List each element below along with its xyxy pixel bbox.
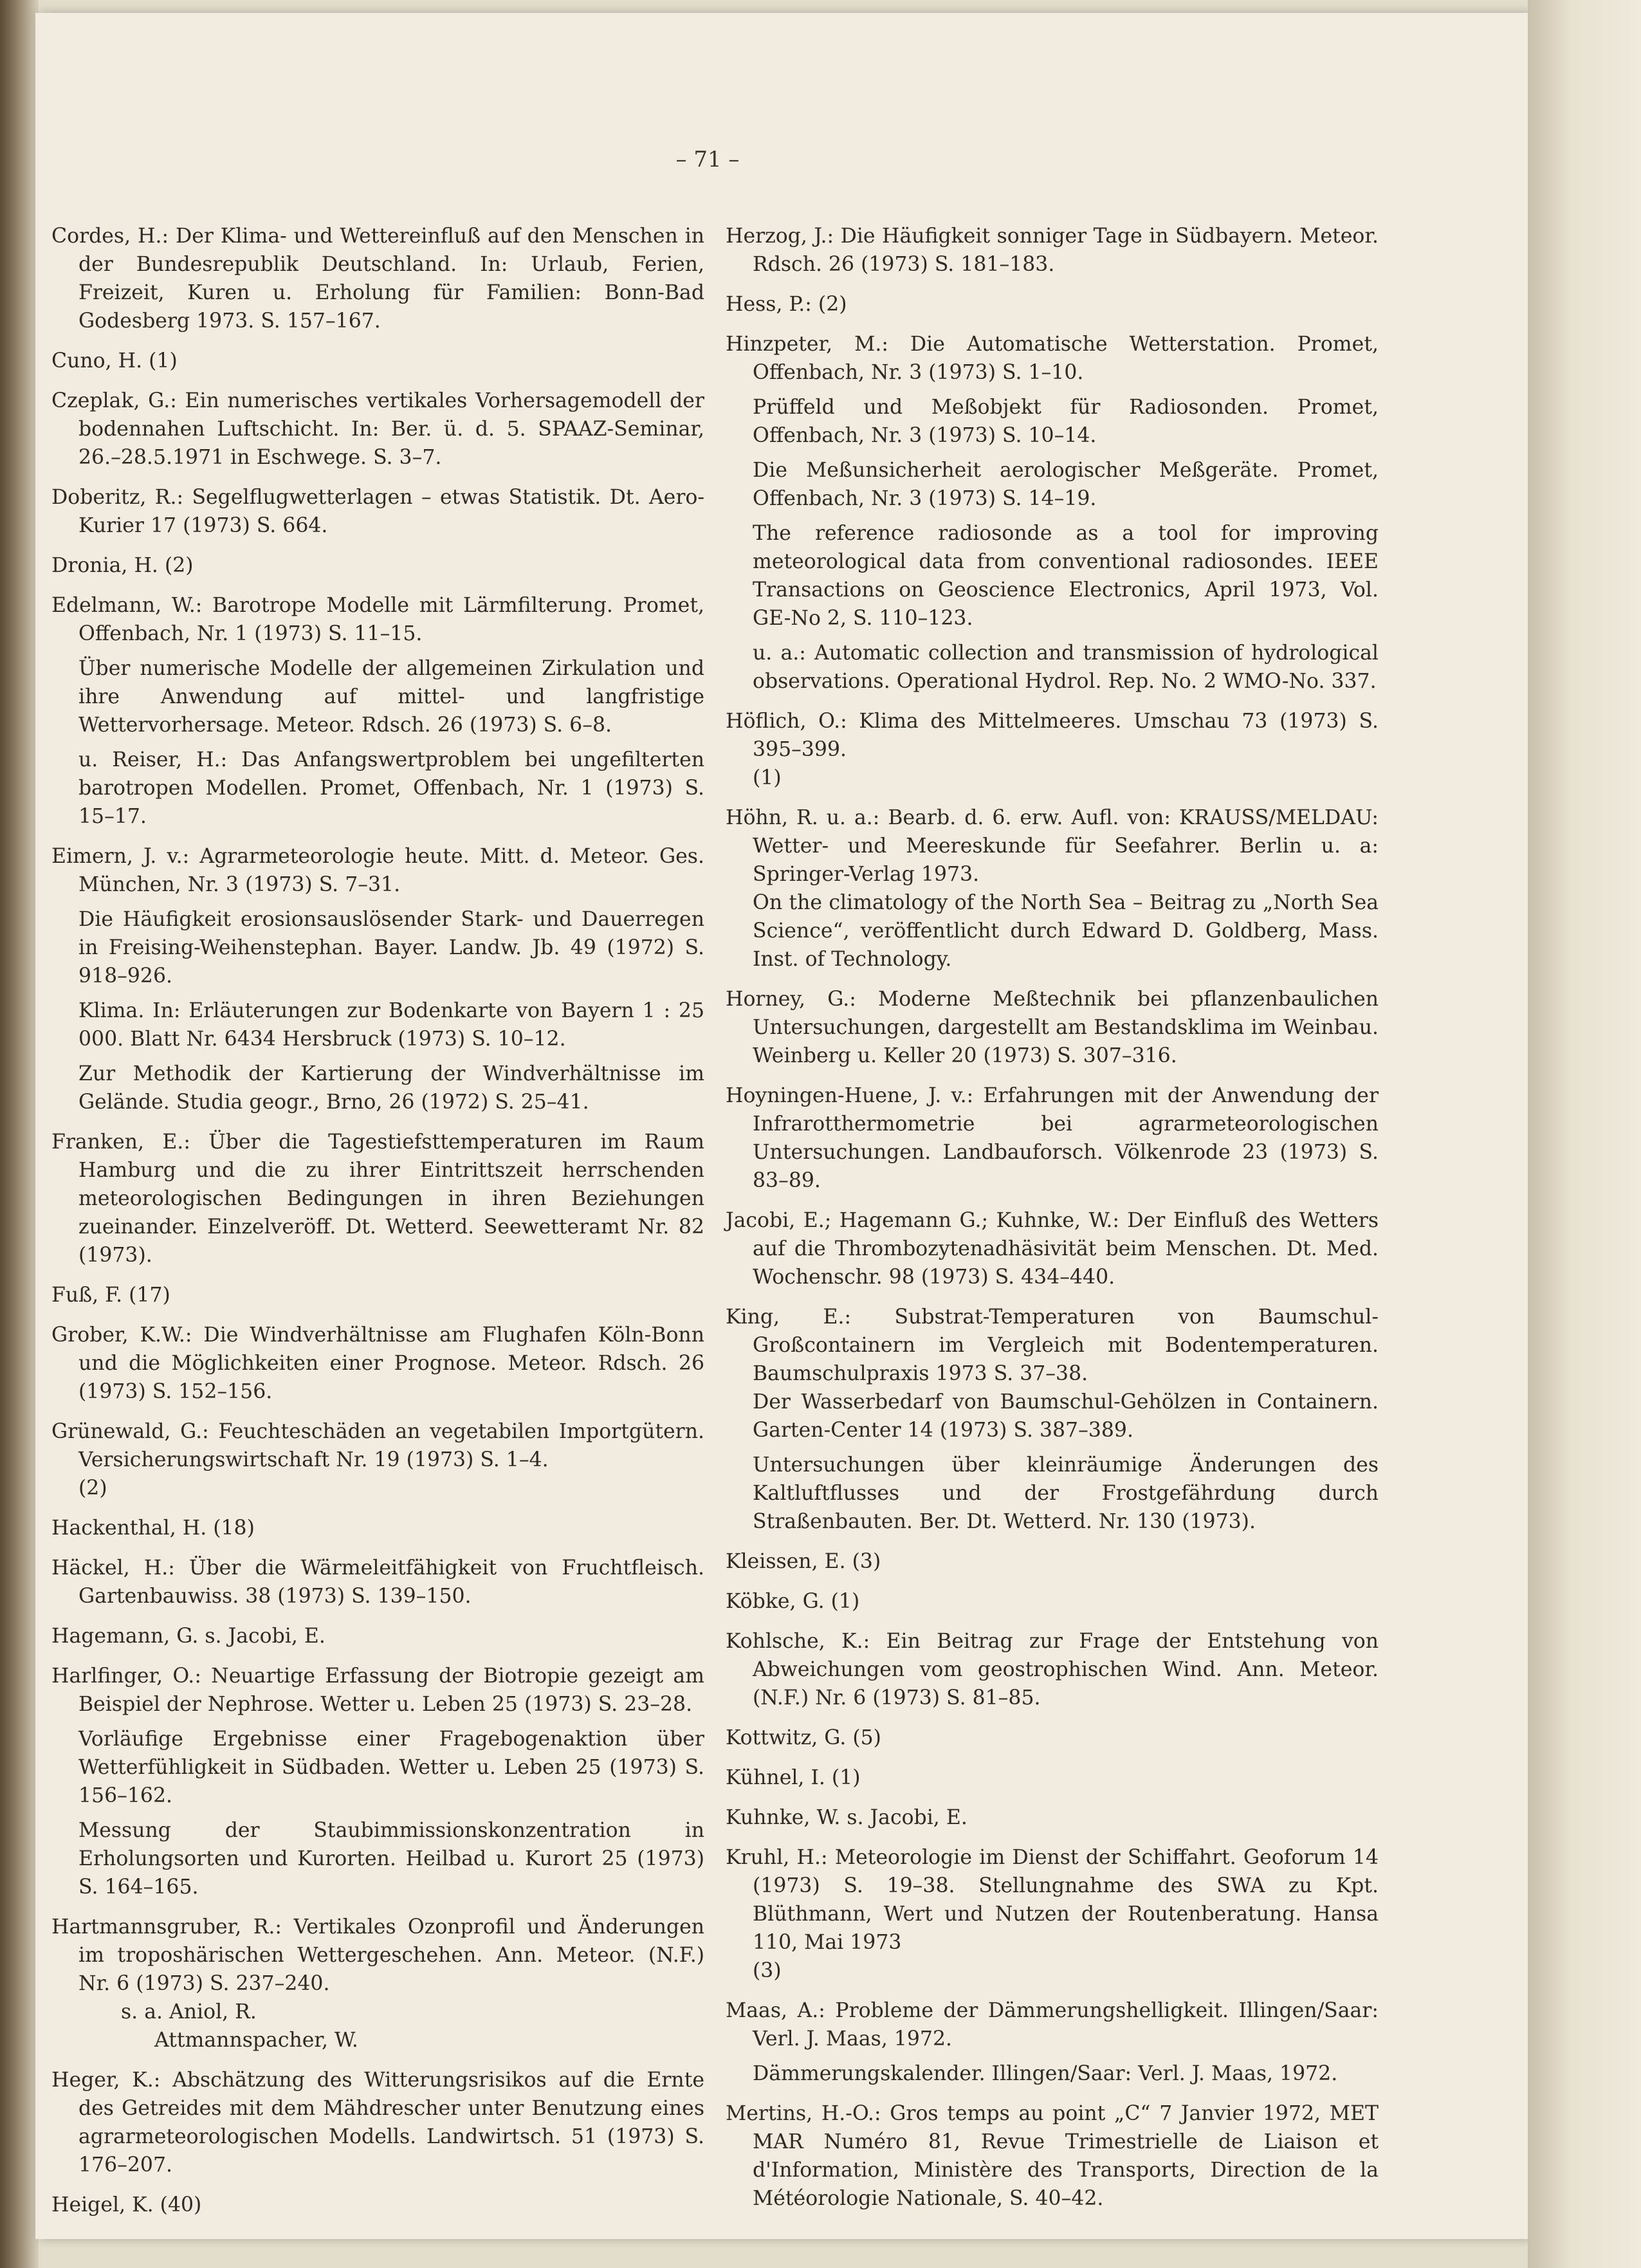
- bibliography-entry: Höflich, O.: Klima des Mittelmeeres. Umschau 73 (1973) S. 395–399.: [726, 710, 1379, 761]
- bibliography-entry: Eimern, J. v.: Agrarmeteorologie heute. Mitt. d. Meteor. Ges. München, Nr. 3 (1973) S. 7–31.: [51, 845, 704, 896]
- bibliography-entry: Häckel, H.: Über die Wärmeleitfähigkeit von Fruchtfleisch. Gartenbauwiss. 38 (1973) S. 139–150.: [51, 1556, 704, 1608]
- bibliography-entry: Herzog, J.: Die Häufigkeit sonniger Tage in Südbayern. Meteor. Rdsch. 26 (1973) S. 181–183.: [726, 225, 1379, 276]
- bibliography-entry: Grober, K.W.: Die Windverhältnisse am Flughafen Köln-Bonn und die Möglichkeiten einer Prognose. Meteor. Rdsch. 26 (1973) S. 152–156.: [51, 1323, 704, 1403]
- bibliography-entry: Kruhl, H.: Meteorologie im Dienst der Schiffahrt. Geoforum 14 (1973) S. 19–38. Stellungnahme des SWA zu Kpt. Blüthmann, Wert und Nutzen der Routenberatung. Hansa 110, Mai 1973: [726, 1846, 1379, 1954]
- bibliography-subentry: u. a.: Automatic collection and transmission of hydrological observations. Operational Hydrol. Rep. No. 2 WMO-No. 337.: [753, 641, 1379, 693]
- right-column: [726, 222, 1379, 2224]
- bibliography-subentry: Prüffeld und Meßobjekt für Radiosonden. Promet, Offenbach, Nr. 3 (1973) S. 10–14.: [753, 396, 1379, 447]
- bibliography-entry: Hackenthal, H. (18): [51, 1517, 255, 1540]
- bibliography-subentry: Dämmerungskalender. Illingen/Saar: Verl. J. Maas, 1972.: [753, 2062, 1338, 2085]
- bibliography-entry: Kuhnke, W. s. Jacobi, E.: [726, 1806, 967, 1829]
- bibliography-subentry: u. Reiser, H.: Das Anfangswertproblem bei ungefilterten barotropen Modellen. Promet, Offenbach, Nr. 1 (1973) S. 15–17.: [78, 748, 704, 828]
- bibliography-entry: Kottwitz, G. (5): [726, 1726, 881, 1749]
- bibliography-entry: Edelmann, W.: Barotrope Modelle mit Lärmfilterung. Promet, Offenbach, Nr. 1 (1973) S. 11–15.: [51, 594, 704, 645]
- bibliography-subentry: Über numerische Modelle der allgemeinen Zirkulation und ihre Anwendung auf mittel- und langfristige Wettervorhersage. Meteor. Rdsch. 26 (1973) S. 6–8.: [78, 657, 704, 737]
- left-column: [51, 222, 704, 2231]
- cross-reference: s. a. Aniol, R.: [121, 2000, 257, 2024]
- bibliography-entry: Kohlsche, K.: Ein Beitrag zur Frage der Entstehung von Abweichungen vom geostrophischen Wind. Ann. Meteor. (N.F.) Nr. 6 (1973) S. 81–85.: [726, 1630, 1379, 1710]
- bibliography-subentry: Untersuchungen über kleinräumige Änderungen des Kaltluftflusses und der Frostgefährdung durch Straßenbauten. Ber. Dt. Wetterd. Nr. 130 (1973).: [753, 1453, 1379, 1533]
- bibliography-subentry: Die Meßunsicherheit aerologischer Meßgeräte. Promet, Offenbach, Nr. 3 (1973) S. 14–19.: [753, 459, 1379, 510]
- bibliography-entry: Kleissen, E. (3): [726, 1550, 881, 1573]
- bibliography-entry: Czeplak, G.: Ein numerisches vertikales Vorhersagemodell der bodennahen Luftschicht. In: Ber. ü. d. 5. SPAAZ-Seminar, 26.–28.5.1971 in Eschwege. S. 3–7.: [51, 389, 704, 469]
- bibliography-entry: Franken, E.: Über die Tagestiefsttemperaturen im Raum Hamburg und die zu ihrer Eintrittszeit herrschenden meteorologischen Bedingungen in ihren Beziehungen zueinander. Einzelveröff. Dt. Wetterd. Seewetteramt Nr. 82 (1973).: [51, 1130, 704, 1267]
- entry-count-note: (2): [78, 1477, 107, 1500]
- bibliography-entry: Hess, P.: (2): [726, 293, 847, 316]
- cross-reference: Attmannspacher, W.: [154, 2029, 358, 2052]
- bibliography-entry: Dronia, H. (2): [51, 554, 194, 577]
- bibliography-subentry: Die Häufigkeit erosionsauslösender Stark- und Dauerregen in Freising-Weihenstephan. Bayer. Landw. Jb. 49 (1972) S. 918–926.: [78, 908, 704, 988]
- bibliography-entry: Jacobi, E.; Hagemann G.; Kuhnke, W.: Der Einfluß des Wetters auf die Thrombozytenadhäsivität beim Menschen. Dt. Med. Wochenschr. 98 (1973) S. 434–440.: [726, 1209, 1379, 1289]
- book-binding-edge: [0, 0, 39, 2268]
- bibliography-entry: Harlfinger, O.: Neuartige Erfassung der Biotropie gezeigt am Beispiel der Nephrose. Wetter u. Leben 25 (1973) S. 23–28.: [51, 1664, 704, 1716]
- bibliography-entry: Cordes, H.: Der Klima- und Wettereinfluß auf den Menschen in der Bundesrepublik Deutschland. In: Urlaub, Ferien, Freizeit, Kuren u. Erholung für Familien: Bonn-Bad Godesberg 1973. S. 157–167.: [51, 225, 704, 333]
- bibliography-entry: Hagemann, G. s. Jacobi, E.: [51, 1625, 325, 1648]
- bibliography-subentry: Messung der Staubimmissionskonzentration in Erholungsorten und Kurorten. Heilbad u. Kurort 25 (1973) S. 164–165.: [78, 1819, 704, 1899]
- entry-count-note: (3): [753, 1959, 782, 1982]
- bibliography-entry: Horney, G.: Moderne Meßtechnik bei pflanzenbaulichen Untersuchungen, dargestellt am Bestandsklima im Weinbau. Weinberg u. Keller 20 (1973) S. 307–316.: [726, 988, 1379, 1067]
- bibliography-entry: Hoyningen-Huene, J. v.: Erfahrungen mit der Anwendung der Infrarotthermometrie bei agrarmeteorologischen Untersuchungen. Landbauforsch. Völkenrode 23 (1973) S. 83–89.: [726, 1084, 1379, 1192]
- bibliography-entry: Hartmannsgruber, R.: Vertikales Ozonprofil und Änderungen im troposhärischen Wettergeschehen. Ann. Meteor. (N.F.) Nr. 6 (1973) S. 237–240.: [51, 1915, 704, 1995]
- bibliography-entry: Maas, A.: Probleme der Dämmerungshelligkeit. Illingen/Saar: Verl. J. Maas, 1972.: [726, 1999, 1379, 2051]
- bibliography-subentry: The reference radiosonde as a tool for improving meteorological data from conventional radiosondes. IEEE Transactions on Geoscience Electronics, April 1973, Vol. GE-No 2, S. 110–123.: [753, 522, 1379, 630]
- bibliography-subentry: Klima. In: Erläuterungen zur Bodenkarte von Bayern 1 : 25 000. Blatt Nr. 6434 Hersbruck (1973) S. 10–12.: [78, 999, 704, 1051]
- bibliography-entry: Cuno, H. (1): [51, 349, 178, 373]
- bibliography-subentry: On the climatology of the North Sea – Beitrag zu „North Sea Science“, veröffentlicht durch Edward D. Goldberg, Mass. Inst. of Technology.: [753, 891, 1379, 971]
- bibliography-entry: Höhn, R. u. a.: Bearb. d. 6. erw. Aufl. von: KRAUSS/MELDAU: Wetter- und Meereskunde für Seefahrer. Berlin u. a: Springer-Verlag 1973.: [726, 806, 1379, 886]
- bibliography-entry: Fuß, F. (17): [51, 1284, 170, 1307]
- bibliography-subentry: Der Wasserbedarf von Baumschul-Gehölzen in Containern. Garten-Center 14 (1973) S. 387–389.: [753, 1390, 1379, 1442]
- bibliography-subentry: Vorläufige Ergebnisse einer Fragebogenaktion über Wetterfühligkeit in Südbaden. Wetter u. Leben 25 (1973) S. 156–162.: [78, 1728, 704, 1807]
- bibliography-entry: Doberitz, R.: Segelflugwetterlagen – etwas Statistik. Dt. Aero-Kurier 17 (1973) S. 664.: [51, 486, 704, 537]
- bibliography-entry: Heigel, K. (40): [51, 2193, 202, 2217]
- bibliography-entry: Kühnel, I. (1): [726, 1766, 861, 1789]
- bibliography-entry: Mertins, H.-O.: Gros temps au point „C“ 7 Janvier 1972, MET MAR Numéro 81, Revue Trimestrielle de Liaison et d'Information, Ministère des Transports, Direction de la Météorologie Nationale, S. 40–42.: [726, 2102, 1379, 2210]
- bibliography-entry: King, E.: Substrat-Temperaturen von Baumschul-Großcontainern im Vergleich mit Bodentemperaturen. Baumschulpraxis 1973 S. 37–38.: [726, 1305, 1379, 1385]
- entry-count-note: (1): [753, 766, 782, 789]
- bibliography-entry: Grünewald, G.: Feuchteschäden an vegetabilen Importgütern. Versicherungswirtschaft Nr. 19 (1973) S. 1–4.: [51, 1420, 704, 1471]
- page-number: – 71 –: [675, 147, 740, 172]
- bibliography-subentry: Zur Methodik der Kartierung der Windverhältnisse im Gelände. Studia geogr., Brno, 26 (1972) S. 25–41.: [78, 1062, 704, 1114]
- bibliography-entry: Köbke, G. (1): [726, 1590, 860, 1613]
- right-scan-margin: [1528, 0, 1641, 2268]
- bibliography-entry: Heger, K.: Abschätzung des Witterungsrisikos auf die Ernte des Getreides mit dem Mähdrescher unter Benutzung eines agrarmeteorologischen Modells. Landwirtsch. 51 (1973) S. 176–207.: [51, 2069, 704, 2177]
- bibliography-entry: Hinzpeter, M.: Die Automatische Wetterstation. Promet, Offenbach, Nr. 3 (1973) S. 1–10.: [726, 333, 1379, 384]
